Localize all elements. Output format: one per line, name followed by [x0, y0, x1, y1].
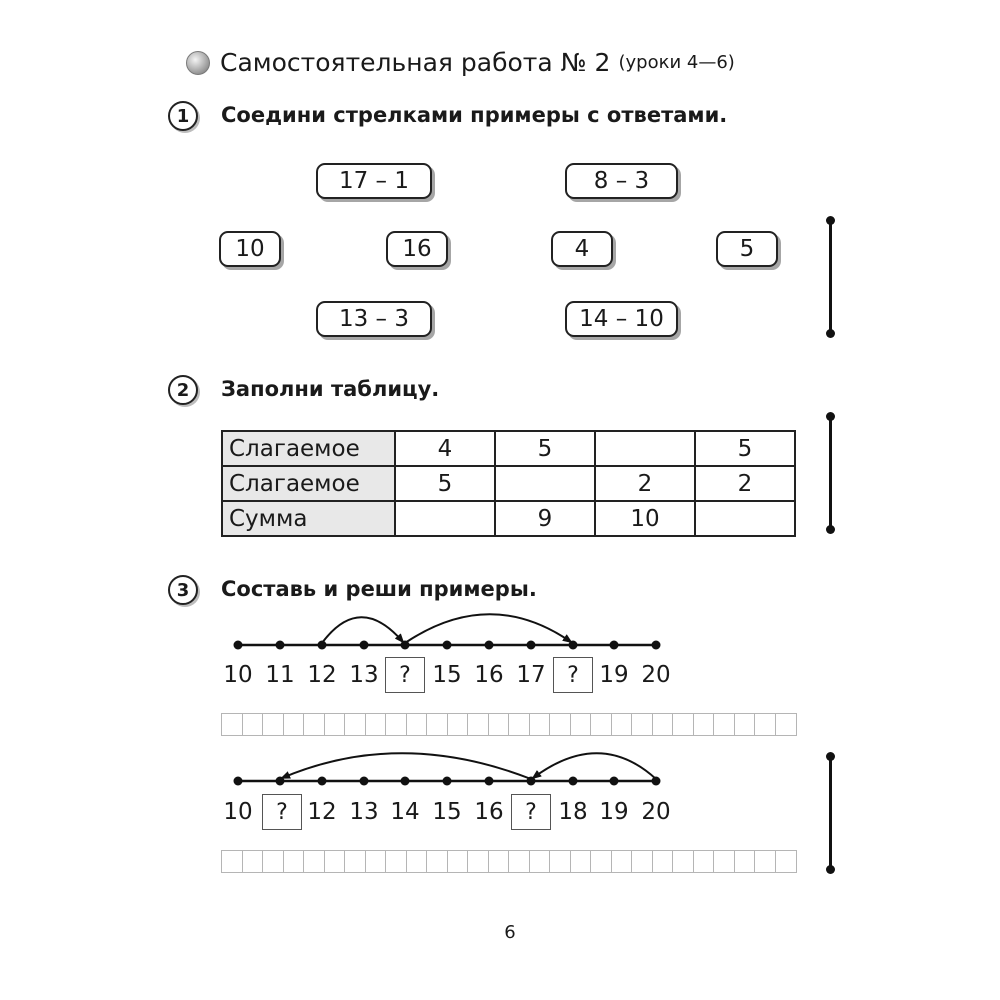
task-2-title: Заполни таблицу. [221, 377, 440, 401]
number-label: 15 [432, 662, 462, 688]
table-cell[interactable]: 9 [495, 501, 595, 536]
task-3-number: 3 [168, 575, 198, 605]
jump-arrow [533, 753, 656, 779]
table-cell[interactable]: 5 [695, 431, 795, 466]
number-label: 10 [223, 799, 253, 825]
page-title: Самостоятельная работа № 2 [220, 48, 611, 77]
table-cell[interactable]: 2 [695, 466, 795, 501]
number-label: 20 [641, 799, 671, 825]
expression-card[interactable]: 13 – 3 [316, 301, 432, 337]
number-line-1 [234, 614, 661, 649]
task-3-title: Составь и реши примеры. [221, 577, 537, 601]
expression-card[interactable]: 14 – 10 [565, 301, 678, 337]
number-line-1-labels [0, 657, 1000, 693]
row-label: Слагаемое [222, 466, 395, 501]
number-label: 11 [265, 662, 295, 688]
answer-grid[interactable] [221, 713, 797, 736]
missing-number-box[interactable]: ? [553, 657, 593, 693]
number-label: 16 [474, 799, 504, 825]
table-cell[interactable]: 4 [395, 431, 495, 466]
number-label: 19 [599, 662, 629, 688]
number-label: 12 [307, 662, 337, 688]
missing-number-box[interactable]: ? [511, 794, 551, 830]
missing-number-box[interactable]: ? [262, 794, 302, 830]
number-label: 13 [349, 799, 379, 825]
score-marker-line [829, 756, 832, 870]
task-2-number: 2 [168, 375, 198, 405]
number-label: 19 [599, 799, 629, 825]
expression-card[interactable]: 17 – 1 [316, 163, 432, 199]
missing-number-box[interactable]: ? [385, 657, 425, 693]
table-cell[interactable]: 5 [395, 466, 495, 501]
expression-card[interactable]: 8 – 3 [565, 163, 678, 199]
answer-card[interactable]: 16 [386, 231, 448, 267]
row-label: Сумма [222, 501, 395, 536]
jump-arrow [282, 753, 531, 779]
number-label: 17 [516, 662, 546, 688]
number-label: 14 [390, 799, 420, 825]
table-cell[interactable]: 5 [495, 431, 595, 466]
number-line-2 [234, 753, 661, 785]
task-1-title: Соедини стрелками примеры с ответами. [221, 103, 728, 127]
number-line-2-labels [0, 794, 1000, 830]
number-label: 12 [307, 799, 337, 825]
number-label: 10 [223, 662, 253, 688]
answer-grid[interactable] [221, 850, 797, 873]
number-label: 20 [641, 662, 671, 688]
number-label: 16 [474, 662, 504, 688]
table-cell[interactable]: 10 [595, 501, 695, 536]
answer-card[interactable]: 10 [219, 231, 281, 267]
task-1-number: 1 [168, 101, 198, 131]
jump-arrow [405, 614, 571, 643]
answer-card[interactable]: 4 [551, 231, 613, 267]
row-label: Слагаемое [222, 431, 395, 466]
number-label: 18 [558, 799, 588, 825]
jump-arrow [322, 617, 403, 643]
page-number: 6 [504, 922, 516, 943]
table-cell[interactable]: 2 [595, 466, 695, 501]
number-label: 15 [432, 799, 462, 825]
answer-card[interactable]: 5 [716, 231, 778, 267]
number-label: 13 [349, 662, 379, 688]
page-subtitle: (уроки 4—6) [618, 52, 735, 73]
